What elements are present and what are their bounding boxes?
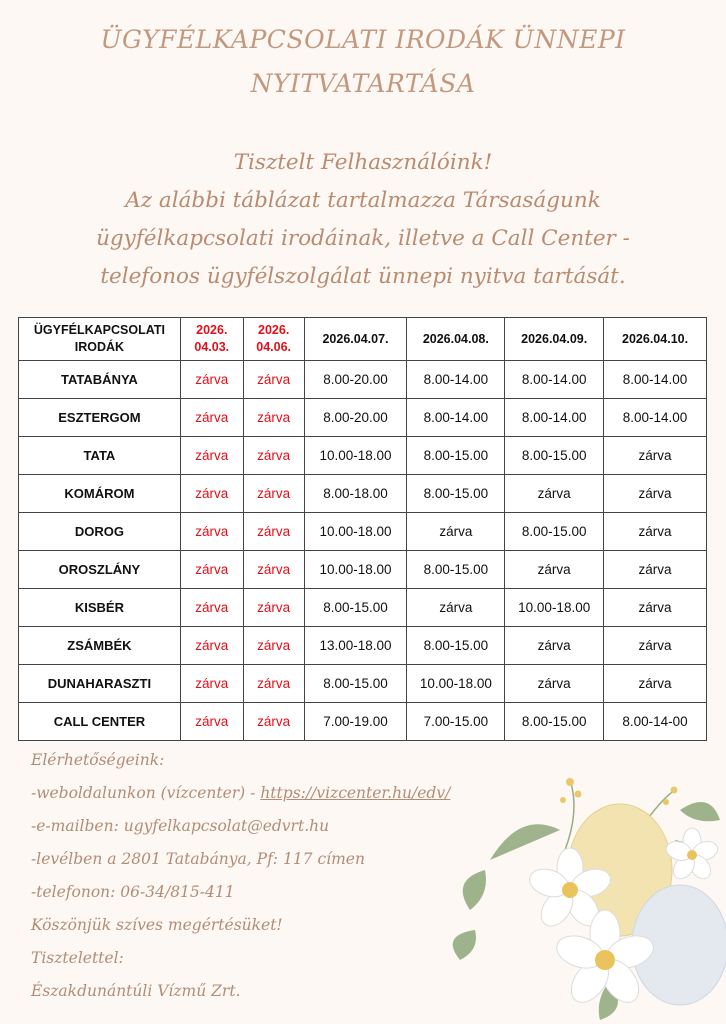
hours-cell: 8.00-15.00 xyxy=(407,475,505,513)
hours-cell: zárva xyxy=(604,551,707,589)
hours-cell: zárva xyxy=(407,589,505,627)
hours-cell: 7.00-15.00 xyxy=(407,703,505,741)
hours-cell: zárva xyxy=(243,665,304,703)
hours-cell: 8.00-20.00 xyxy=(304,361,407,399)
hours-cell: zárva xyxy=(243,399,304,437)
office-name: KISBÉR xyxy=(19,589,181,627)
hours-cell: zárva xyxy=(243,589,304,627)
hours-cell: zárva xyxy=(180,703,243,741)
contact-phone: -telefonon: 06-34/815-411 xyxy=(31,883,235,901)
title-line-1: ÜGYFÉLKAPCSOLATI IRODÁK ÜNNEPI xyxy=(100,25,626,54)
hours-cell: zárva xyxy=(604,475,707,513)
contact-heading: Elérhetőségeink: xyxy=(31,751,165,769)
intro-line-4: telefonos ügyfélszolgálat ünnepi nyitva tartását. xyxy=(100,264,626,289)
easter-eggs-flowers-illustration xyxy=(430,770,726,1024)
office-name: ZSÁMBÉK xyxy=(19,627,181,665)
contact-section xyxy=(31,744,451,1008)
hours-cell: 8.00-14-00 xyxy=(604,703,707,741)
hours-cell: zárva xyxy=(243,551,304,589)
table-row xyxy=(19,513,707,551)
hours-cell: 8.00-18.00 xyxy=(304,475,407,513)
hours-cell: zárva xyxy=(243,513,304,551)
hours-cell: 13.00-18.00 xyxy=(304,627,407,665)
hours-cell: 8.00-14.00 xyxy=(407,361,505,399)
hours-cell: zárva xyxy=(505,627,604,665)
office-name: ESZTERGOM xyxy=(19,399,181,437)
hours-cell: zárva xyxy=(180,551,243,589)
hours-cell: zárva xyxy=(180,399,243,437)
hours-cell: zárva xyxy=(243,627,304,665)
contact-post: -levélben a 2801 Tatabánya, Pf: 117 címen xyxy=(31,850,365,868)
hours-cell: 8.00-20.00 xyxy=(304,399,407,437)
hours-cell: 7.00-19.00 xyxy=(304,703,407,741)
hours-cell: 10.00-18.00 xyxy=(304,513,407,551)
hours-cell: zárva xyxy=(180,475,243,513)
hours-cell: zárva xyxy=(180,361,243,399)
hours-cell: 8.00-15.00 xyxy=(407,437,505,475)
hours-cell: zárva xyxy=(180,665,243,703)
hours-cell: 8.00-14.00 xyxy=(505,399,604,437)
office-name: TATA xyxy=(19,437,181,475)
intro-line-2: Az alábbi táblázat tartalmazza Társaságunk xyxy=(125,188,601,213)
hours-cell: 8.00-14.00 xyxy=(604,361,707,399)
hours-cell: 8.00-14.00 xyxy=(604,399,707,437)
table-row xyxy=(19,475,707,513)
office-name: CALL CENTER xyxy=(19,703,181,741)
yellow-buds-decoration xyxy=(560,778,678,805)
website-link[interactable]: https://vizcenter.hu/edv/ xyxy=(260,784,451,802)
opening-hours-table-container xyxy=(18,317,707,741)
hours-cell: 8.00-15.00 xyxy=(505,513,604,551)
title-line-2: NYITVATARTÁSA xyxy=(250,69,476,98)
signature: Északdunántúli Vízmű Zrt. xyxy=(31,982,241,1000)
table-row xyxy=(19,399,707,437)
header-date-6: 2026.04.10. xyxy=(604,318,707,361)
hours-cell: 8.00-15.00 xyxy=(407,551,505,589)
opening-hours-table xyxy=(18,317,707,741)
table-row xyxy=(19,437,707,475)
hours-cell: zárva xyxy=(505,551,604,589)
header-date-5: 2026.04.09. xyxy=(505,318,604,361)
page-title xyxy=(0,18,726,106)
regards-text: Tisztelettel: xyxy=(31,949,124,967)
hours-cell: zárva xyxy=(243,437,304,475)
hours-cell: zárva xyxy=(180,513,243,551)
header-date-2: 2026. 04.06. xyxy=(243,318,304,361)
hours-cell: 10.00-18.00 xyxy=(304,437,407,475)
hours-cell: zárva xyxy=(243,475,304,513)
header-office: ÜGYFÉLKAPCSOLATI IRODÁK xyxy=(19,318,181,361)
table-row xyxy=(19,551,707,589)
hours-cell: 8.00-15.00 xyxy=(304,665,407,703)
intro-text xyxy=(0,144,726,296)
header-date-4: 2026.04.08. xyxy=(407,318,505,361)
office-name: KOMÁROM xyxy=(19,475,181,513)
hours-cell: zárva xyxy=(604,665,707,703)
hours-cell: 8.00-15.00 xyxy=(505,437,604,475)
hours-cell: zárva xyxy=(180,627,243,665)
header-date-3: 2026.04.07. xyxy=(304,318,407,361)
thanks-text: Köszönjük szíves megértésüket! xyxy=(31,916,283,934)
hours-cell: zárva xyxy=(243,703,304,741)
table-header-row xyxy=(19,318,707,361)
hours-cell: zárva xyxy=(604,589,707,627)
table-row xyxy=(19,703,707,741)
header-date-1: 2026. 04.03. xyxy=(180,318,243,361)
hours-cell: 8.00-14.00 xyxy=(505,361,604,399)
hours-cell: zárva xyxy=(180,437,243,475)
table-row xyxy=(19,627,707,665)
hours-cell: 8.00-15.00 xyxy=(505,703,604,741)
hours-cell: 10.00-18.00 xyxy=(407,665,505,703)
hours-cell: zárva xyxy=(604,513,707,551)
contact-web-line xyxy=(31,777,451,810)
table-row xyxy=(19,589,707,627)
hours-cell: zárva xyxy=(604,437,707,475)
office-name: DUNAHARASZTI xyxy=(19,665,181,703)
hours-cell: zárva xyxy=(505,665,604,703)
contact-email: -e-mailben: ugyfelkapcsolat@edvrt.hu xyxy=(31,817,330,835)
hours-cell: zárva xyxy=(243,361,304,399)
hours-cell: zárva xyxy=(604,627,707,665)
hours-cell: 8.00-15.00 xyxy=(304,589,407,627)
contact-web-prefix: -weboldalunkon (vízcenter) - xyxy=(31,784,261,802)
hours-cell: 8.00-14.00 xyxy=(407,399,505,437)
hours-cell: zárva xyxy=(180,589,243,627)
greeting: Tisztelt Felhasználóink! xyxy=(233,150,493,175)
table-row xyxy=(19,361,707,399)
hours-cell: 10.00-18.00 xyxy=(505,589,604,627)
intro-line-3: ügyfélkapcsolati irodáinak, illetve a Call Center - xyxy=(96,226,630,251)
hours-cell: 8.00-15.00 xyxy=(407,627,505,665)
office-name: DOROG xyxy=(19,513,181,551)
office-name: OROSZLÁNY xyxy=(19,551,181,589)
hours-cell: zárva xyxy=(407,513,505,551)
table-row xyxy=(19,665,707,703)
hours-cell: 10.00-18.00 xyxy=(304,551,407,589)
hours-cell: zárva xyxy=(505,475,604,513)
office-name: TATABÁNYA xyxy=(19,361,181,399)
